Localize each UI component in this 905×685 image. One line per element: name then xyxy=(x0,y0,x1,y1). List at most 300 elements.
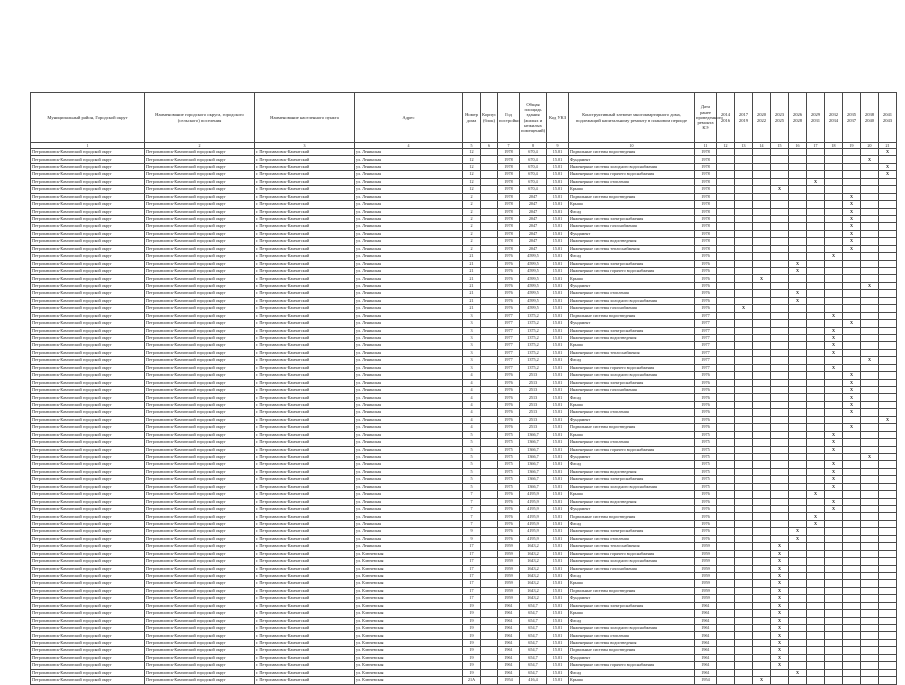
year-built-cell: 1975 xyxy=(498,439,520,446)
period-cell xyxy=(753,610,771,617)
period-cell xyxy=(753,260,771,267)
period-cell xyxy=(789,163,807,170)
period-mark: X xyxy=(843,223,861,230)
table-row xyxy=(31,558,897,565)
period-cell xyxy=(717,282,735,289)
period-cell xyxy=(717,156,735,163)
table-row xyxy=(31,587,897,594)
period-cell xyxy=(789,208,807,215)
address-cell: ул. Ленинская xyxy=(355,453,463,460)
period-cell xyxy=(789,186,807,193)
period-cell xyxy=(825,394,843,401)
code-cell: 15.01 xyxy=(547,409,569,416)
district-cell: Петропавловск-Камчатский городской округ xyxy=(31,275,145,282)
address-cell: ул. Ленинская xyxy=(355,372,463,379)
element-cell: Инженерные системы водоотведения xyxy=(569,334,695,341)
header-period: 2023 2025 xyxy=(771,93,789,143)
area-cell: 1643,2 xyxy=(520,565,547,572)
code-cell: 15.01 xyxy=(547,357,569,364)
period-cell xyxy=(861,223,879,230)
settlement-cell: г. Петропавловск-Камчатский xyxy=(255,193,355,200)
period-cell xyxy=(735,297,753,304)
element-cell: Крыша xyxy=(569,431,695,438)
element-cell: Фундамент xyxy=(569,654,695,661)
period-cell xyxy=(789,558,807,565)
house-number-cell: 5 xyxy=(463,476,481,483)
period-cell xyxy=(717,364,735,371)
period-cell xyxy=(879,268,897,275)
area-cell: 670,4 xyxy=(520,186,547,193)
period-mark: X xyxy=(843,238,861,245)
building-cell xyxy=(481,282,498,289)
settlement-cell: г. Петропавловск-Камчатский xyxy=(255,320,355,327)
period-cell xyxy=(861,320,879,327)
prev-repair-date-cell: 1976 xyxy=(695,282,717,289)
area-cell: 2513 xyxy=(520,394,547,401)
period-cell xyxy=(771,379,789,386)
period-cell xyxy=(843,364,861,371)
settlement-cell: г. Петропавловск-Камчатский xyxy=(255,662,355,669)
district-cell: Петропавловск-Камчатский городской округ xyxy=(31,312,145,319)
period-cell xyxy=(861,476,879,483)
period-cell xyxy=(825,558,843,565)
table-row xyxy=(31,453,897,460)
house-number-cell: 21 xyxy=(463,253,481,260)
header-period: 2026 2028 xyxy=(789,93,807,143)
house-number-cell: 4 xyxy=(463,424,481,431)
year-built-cell: 1976 xyxy=(498,498,520,505)
period-mark: X xyxy=(861,156,879,163)
period-cell xyxy=(825,409,843,416)
period-cell xyxy=(735,587,753,594)
prev-repair-date-cell: 1976 xyxy=(695,305,717,312)
settlement-cell: г. Петропавловск-Камчатский xyxy=(255,424,355,431)
period-cell xyxy=(843,528,861,535)
municipality-cell: Петропавловск-Камчатский городской округ xyxy=(145,416,255,423)
period-cell xyxy=(843,617,861,624)
code-cell: 15.01 xyxy=(547,617,569,624)
house-number-cell: 5 xyxy=(463,431,481,438)
code-cell: 15.01 xyxy=(547,260,569,267)
year-built-cell: 1978 xyxy=(498,149,520,156)
district-cell: Петропавловск-Камчатский городской округ xyxy=(31,617,145,624)
element-cell: Инженерные системы газоснабжения xyxy=(569,305,695,312)
period-cell xyxy=(717,238,735,245)
period-cell xyxy=(861,491,879,498)
period-cell xyxy=(789,550,807,557)
area-cell: 1643,2 xyxy=(520,550,547,557)
year-built-cell: 1976 xyxy=(498,528,520,535)
period-mark: X xyxy=(825,253,843,260)
header-element: Конструктивный элемент многоквартирного дома, подлежащий капитальному ремонту в плановом периоде xyxy=(569,93,695,143)
period-cell xyxy=(843,647,861,654)
house-number-cell: 7 xyxy=(463,498,481,505)
municipality-cell: Петропавловск-Камчатский городской округ xyxy=(145,223,255,230)
period-cell xyxy=(825,513,843,520)
year-built-cell: 1975 xyxy=(498,483,520,490)
period-cell xyxy=(807,342,825,349)
period-cell xyxy=(879,439,897,446)
area-cell: 1366,7 xyxy=(520,476,547,483)
period-cell xyxy=(735,186,753,193)
period-mark: X xyxy=(771,654,789,661)
settlement-cell: г. Петропавловск-Камчатский xyxy=(255,632,355,639)
address-cell: ул. Ленинская xyxy=(355,379,463,386)
period-mark: X xyxy=(771,617,789,624)
period-cell xyxy=(861,215,879,222)
period-mark: X xyxy=(771,543,789,550)
period-cell xyxy=(861,245,879,252)
period-cell xyxy=(735,550,753,557)
period-cell xyxy=(771,268,789,275)
period-cell xyxy=(825,587,843,594)
prev-repair-date-cell: 1959 xyxy=(695,550,717,557)
period-cell xyxy=(753,416,771,423)
building-cell xyxy=(481,223,498,230)
district-cell: Петропавловск-Камчатский городской округ xyxy=(31,416,145,423)
municipality-cell: Петропавловск-Камчатский городской округ xyxy=(145,334,255,341)
year-built-cell: 1975 xyxy=(498,453,520,460)
period-cell xyxy=(717,193,735,200)
year-built-cell: 1977 xyxy=(498,349,520,356)
area-cell: 2047 xyxy=(520,193,547,200)
element-cell: Подвальные системы водоотведения xyxy=(569,193,695,200)
house-number-cell: 5 xyxy=(463,453,481,460)
period-cell xyxy=(879,245,897,252)
period-cell xyxy=(789,431,807,438)
year-built-cell: 1976 xyxy=(498,520,520,527)
address-cell: ул. Ленинская xyxy=(355,468,463,475)
period-cell xyxy=(735,580,753,587)
period-cell xyxy=(879,513,897,520)
period-cell xyxy=(843,327,861,334)
district-cell: Петропавловск-Камчатский городской округ xyxy=(31,156,145,163)
period-cell xyxy=(825,602,843,609)
period-cell xyxy=(861,416,879,423)
period-cell xyxy=(807,223,825,230)
period-cell xyxy=(789,580,807,587)
settlement-cell: г. Петропавловск-Камчатский xyxy=(255,677,355,684)
district-cell: Петропавловск-Камчатский городской округ xyxy=(31,587,145,594)
period-cell xyxy=(753,223,771,230)
period-cell xyxy=(735,156,753,163)
period-cell xyxy=(717,253,735,260)
district-cell: Петропавловск-Камчатский городской округ xyxy=(31,215,145,222)
header-period: 2029 2031 xyxy=(807,93,825,143)
period-cell xyxy=(825,230,843,237)
period-cell xyxy=(879,342,897,349)
period-cell xyxy=(825,193,843,200)
period-cell xyxy=(861,610,879,617)
period-cell xyxy=(861,171,879,178)
building-cell xyxy=(481,572,498,579)
house-number-cell: 17 xyxy=(463,543,481,550)
header-period: 2014 2016 xyxy=(717,93,735,143)
building-cell xyxy=(481,625,498,632)
settlement-cell: г. Петропавловск-Камчатский xyxy=(255,357,355,364)
address-cell: ул. Ленинская xyxy=(355,238,463,245)
period-cell xyxy=(753,506,771,513)
building-cell xyxy=(481,208,498,215)
prev-repair-date-cell: 1976 xyxy=(695,520,717,527)
municipality-cell: Петропавловск-Камчатский городской округ xyxy=(145,439,255,446)
period-cell xyxy=(861,565,879,572)
table-row xyxy=(31,520,897,527)
settlement-cell: г. Петропавловск-Камчатский xyxy=(255,431,355,438)
period-cell xyxy=(789,461,807,468)
period-mark: X xyxy=(879,171,897,178)
column-number: 9 xyxy=(547,143,569,149)
address-cell: ул. Ключевская xyxy=(355,662,463,669)
municipality-cell: Петропавловск-Камчатский городской округ xyxy=(145,394,255,401)
address-cell: ул. Ключевская xyxy=(355,677,463,684)
code-cell: 15.01 xyxy=(547,186,569,193)
period-cell xyxy=(735,327,753,334)
element-cell: Фундамент xyxy=(569,595,695,602)
period-cell xyxy=(879,610,897,617)
settlement-cell: г. Петропавловск-Камчатский xyxy=(255,550,355,557)
period-cell xyxy=(717,305,735,312)
period-mark: X xyxy=(843,193,861,200)
period-mark: X xyxy=(843,245,861,252)
building-cell xyxy=(481,424,498,431)
building-cell xyxy=(481,178,498,185)
municipality-cell: Петропавловск-Камчатский городской округ xyxy=(145,491,255,498)
municipality-cell: Петропавловск-Камчатский городской округ xyxy=(145,647,255,654)
period-cell xyxy=(771,275,789,282)
code-cell: 15.01 xyxy=(547,431,569,438)
period-cell xyxy=(807,647,825,654)
period-cell xyxy=(753,379,771,386)
address-cell: ул. Ключевская xyxy=(355,602,463,609)
period-cell xyxy=(753,491,771,498)
period-cell xyxy=(789,394,807,401)
municipality-cell: Петропавловск-Камчатский городской округ xyxy=(145,558,255,565)
element-cell: Инженерные системы отопления xyxy=(569,409,695,416)
period-cell xyxy=(861,305,879,312)
address-cell: ул. Ленинская xyxy=(355,401,463,408)
period-cell xyxy=(735,238,753,245)
year-built-cell: 1961 xyxy=(498,662,520,669)
district-cell: Петропавловск-Камчатский городской округ xyxy=(31,565,145,572)
address-cell: ул. Ключевская xyxy=(355,550,463,557)
table-row xyxy=(31,342,897,349)
period-cell xyxy=(807,535,825,542)
prev-repair-date-cell: 1976 xyxy=(695,394,717,401)
prev-repair-date-cell: 1976 xyxy=(695,498,717,505)
house-number-cell: 3 xyxy=(463,357,481,364)
area-cell: 1643,2 xyxy=(520,558,547,565)
building-cell xyxy=(481,327,498,334)
period-cell xyxy=(717,230,735,237)
period-cell xyxy=(807,327,825,334)
period-cell xyxy=(735,468,753,475)
code-cell: 15.01 xyxy=(547,587,569,594)
period-cell xyxy=(843,149,861,156)
period-cell xyxy=(717,387,735,394)
district-cell: Петропавловск-Камчатский городской округ xyxy=(31,349,145,356)
table-row xyxy=(31,349,897,356)
address-cell: ул. Ленинская xyxy=(355,416,463,423)
code-cell: 15.01 xyxy=(547,290,569,297)
element-cell: Инженерные системы горячего водоснабжения xyxy=(569,662,695,669)
municipality-cell: Петропавловск-Камчатский городской округ xyxy=(145,409,255,416)
period-cell xyxy=(753,520,771,527)
district-cell: Петропавловск-Камчатский городской округ xyxy=(31,520,145,527)
address-cell: ул. Ленинская xyxy=(355,305,463,312)
period-cell xyxy=(789,149,807,156)
address-cell: ул. Ленинская xyxy=(355,156,463,163)
period-cell xyxy=(771,193,789,200)
period-cell xyxy=(789,662,807,669)
period-cell xyxy=(825,424,843,431)
prev-repair-date-cell: 1978 xyxy=(695,171,717,178)
building-cell xyxy=(481,357,498,364)
period-cell xyxy=(807,387,825,394)
settlement-cell: г. Петропавловск-Камчатский xyxy=(255,453,355,460)
prev-repair-date-cell: 1959 xyxy=(695,587,717,594)
building-cell xyxy=(481,491,498,498)
period-cell xyxy=(807,617,825,624)
period-cell xyxy=(735,253,753,260)
year-built-cell: 1978 xyxy=(498,171,520,178)
period-cell xyxy=(789,610,807,617)
period-cell xyxy=(825,260,843,267)
table-row xyxy=(31,535,897,542)
code-cell: 15.01 xyxy=(547,201,569,208)
address-cell: ул. Ленинская xyxy=(355,186,463,193)
municipality-cell: Петропавловск-Камчатский городской округ xyxy=(145,476,255,483)
period-cell xyxy=(807,580,825,587)
period-cell xyxy=(825,491,843,498)
column-number: 3 xyxy=(255,143,355,149)
area-cell: 2513 xyxy=(520,372,547,379)
year-built-cell: 1976 xyxy=(498,416,520,423)
period-cell xyxy=(861,677,879,684)
period-cell xyxy=(717,186,735,193)
period-cell xyxy=(843,416,861,423)
period-cell xyxy=(717,647,735,654)
year-built-cell: 1976 xyxy=(498,275,520,282)
period-cell xyxy=(735,632,753,639)
period-cell xyxy=(753,342,771,349)
table-row xyxy=(31,394,897,401)
settlement-cell: г. Петропавловск-Камчатский xyxy=(255,528,355,535)
period-cell xyxy=(789,156,807,163)
period-cell xyxy=(753,290,771,297)
prev-repair-date-cell: 1977 xyxy=(695,320,717,327)
district-cell: Петропавловск-Камчатский городской округ xyxy=(31,342,145,349)
table-row xyxy=(31,424,897,431)
period-cell xyxy=(753,528,771,535)
building-cell xyxy=(481,535,498,542)
period-cell xyxy=(789,446,807,453)
year-built-cell: 1959 xyxy=(498,565,520,572)
period-cell xyxy=(825,669,843,676)
period-cell xyxy=(861,275,879,282)
period-cell xyxy=(753,401,771,408)
house-number-cell: 2 xyxy=(463,238,481,245)
district-cell: Петропавловск-Камчатский городской округ xyxy=(31,401,145,408)
period-cell xyxy=(717,349,735,356)
building-cell xyxy=(481,595,498,602)
municipality-cell: Петропавловск-Камчатский городской округ xyxy=(145,238,255,245)
address-cell: ул. Ленинская xyxy=(355,409,463,416)
settlement-cell: г. Петропавловск-Камчатский xyxy=(255,587,355,594)
prev-repair-date-cell: 1954 xyxy=(695,677,717,684)
code-cell: 15.01 xyxy=(547,677,569,684)
period-cell xyxy=(843,282,861,289)
prev-repair-date-cell: 1976 xyxy=(695,253,717,260)
period-cell xyxy=(807,431,825,438)
period-mark: X xyxy=(825,312,843,319)
prev-repair-date-cell: 1959 xyxy=(695,565,717,572)
period-cell xyxy=(717,431,735,438)
period-cell xyxy=(879,535,897,542)
period-cell xyxy=(843,171,861,178)
code-cell: 15.01 xyxy=(547,468,569,475)
table-row xyxy=(31,201,897,208)
period-cell xyxy=(807,312,825,319)
period-cell xyxy=(807,409,825,416)
period-cell xyxy=(843,669,861,676)
period-cell xyxy=(753,387,771,394)
period-cell xyxy=(753,282,771,289)
period-cell xyxy=(735,453,753,460)
period-mark: X xyxy=(843,201,861,208)
period-cell xyxy=(789,498,807,505)
district-cell: Петропавловск-Камчатский городской округ xyxy=(31,476,145,483)
period-cell xyxy=(843,535,861,542)
period-cell xyxy=(807,602,825,609)
period-cell xyxy=(807,528,825,535)
area-cell: 670,4 xyxy=(520,149,547,156)
area-cell: 4599,5 xyxy=(520,297,547,304)
settlement-cell: г. Петропавловск-Камчатский xyxy=(255,654,355,661)
code-cell: 15.01 xyxy=(547,149,569,156)
area-cell: 1366,7 xyxy=(520,483,547,490)
building-cell xyxy=(481,543,498,550)
period-cell xyxy=(789,245,807,252)
settlement-cell: г. Петропавловск-Камчатский xyxy=(255,394,355,401)
table-row xyxy=(31,498,897,505)
prev-repair-date-cell: 1978 xyxy=(695,163,717,170)
period-cell xyxy=(735,401,753,408)
period-cell xyxy=(861,342,879,349)
period-cell xyxy=(771,320,789,327)
period-cell xyxy=(879,625,897,632)
prev-repair-date-cell: 1976 xyxy=(695,416,717,423)
building-cell xyxy=(481,498,498,505)
area-cell: 1375,2 xyxy=(520,364,547,371)
municipality-cell: Петропавловск-Камчатский городской округ xyxy=(145,342,255,349)
address-cell: ул. Ленинская xyxy=(355,387,463,394)
repair-schedule-table xyxy=(30,92,897,685)
period-mark: X xyxy=(771,647,789,654)
period-cell xyxy=(753,357,771,364)
header-period: 2017 2019 xyxy=(735,93,753,143)
building-cell xyxy=(481,468,498,475)
element-cell: Инженерные системы горячего водоснабжения xyxy=(569,550,695,557)
building-cell xyxy=(481,558,498,565)
element-cell: Подвальные системы водоотведения xyxy=(569,587,695,594)
element-cell: Инженерные системы водоотведения xyxy=(569,498,695,505)
prev-repair-date-cell: 1976 xyxy=(695,297,717,304)
code-cell: 15.01 xyxy=(547,639,569,646)
table-row xyxy=(31,253,897,260)
prev-repair-date-cell: 1977 xyxy=(695,364,717,371)
period-cell xyxy=(843,268,861,275)
